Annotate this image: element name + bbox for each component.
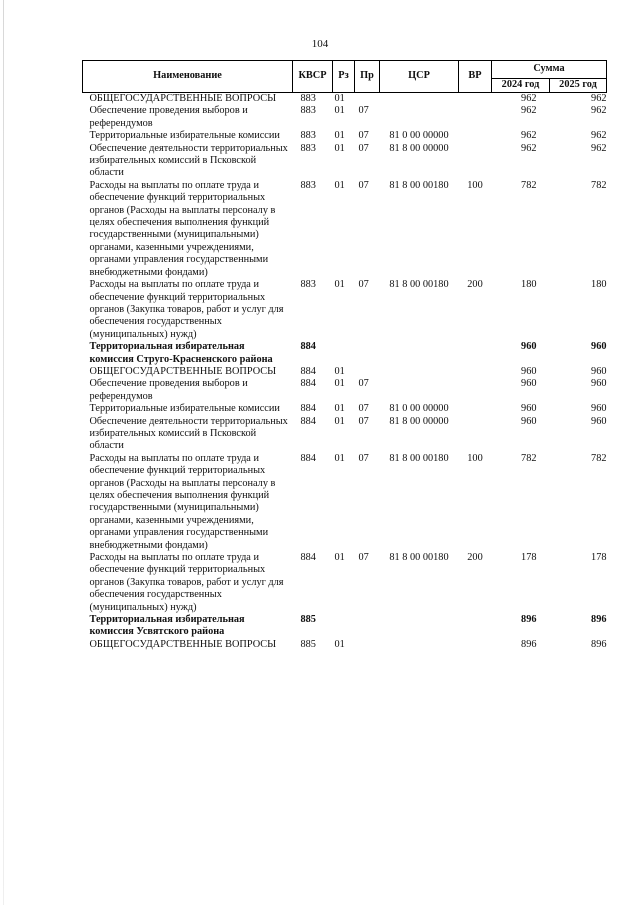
- row-kvsr: 884: [300, 378, 316, 390]
- table-row: [83, 143, 607, 180]
- header-rz: Рз: [333, 61, 355, 93]
- header-kvsr: КВСР: [293, 61, 333, 93]
- row-vr: [459, 105, 492, 130]
- row-csr: [380, 378, 459, 403]
- row-rz: 01: [334, 93, 345, 104]
- budget-table: [82, 60, 607, 651]
- table-row: [83, 416, 607, 453]
- table-row: [83, 180, 607, 279]
- row-vr: [459, 130, 492, 142]
- table-row: [83, 279, 607, 341]
- row-rz: 01: [334, 403, 345, 415]
- row-csr: [380, 366, 459, 378]
- row-kvsr: 885: [300, 638, 316, 650]
- row-pr: [355, 341, 380, 366]
- row-pr: 07: [358, 415, 369, 427]
- row-sum-2024: 960: [521, 378, 537, 390]
- row-sum-2025: 180: [591, 279, 607, 291]
- row-kvsr: 884: [300, 552, 316, 564]
- table-row: [83, 341, 607, 366]
- row-sum-2024: 782: [521, 452, 537, 464]
- header-sum: Сумма: [492, 61, 607, 79]
- row-vr: [459, 143, 492, 180]
- row-sum-2025: 782: [591, 179, 607, 191]
- row-name: ОБЩЕГОСУДАРСТВЕННЫЕ ВОПРОСЫ: [89, 93, 277, 104]
- table-row: [83, 614, 607, 639]
- row-sum-2024: 960: [521, 365, 537, 377]
- row-csr: 81 8 00 00180: [389, 552, 449, 564]
- row-sum-2025: 960: [591, 403, 607, 415]
- row-csr: [380, 105, 459, 130]
- row-pr: 07: [358, 105, 369, 117]
- row-sum-2025: 896: [591, 638, 607, 650]
- row-kvsr: 884: [300, 452, 316, 464]
- row-csr: 81 8 00 00180: [389, 179, 449, 191]
- row-kvsr: 884: [300, 341, 316, 353]
- row-csr: [380, 341, 459, 366]
- row-kvsr: 883: [300, 142, 316, 154]
- row-pr: 07: [358, 142, 369, 154]
- table-row: [83, 552, 607, 614]
- row-name: Территориальные избирательные комиссии: [89, 403, 280, 415]
- row-rz: 01: [334, 638, 345, 650]
- header-year-2024: 2024 год: [492, 79, 550, 93]
- row-pr: 07: [358, 552, 369, 564]
- row-pr: [355, 93, 380, 106]
- row-rz: 01: [334, 378, 345, 390]
- row-sum-2024: 896: [521, 638, 537, 650]
- row-name: ОБЩЕГОСУДАРСТВЕННЫЕ ВОПРОСЫ: [89, 365, 277, 377]
- row-sum-2024: 962: [521, 130, 537, 142]
- row-name: Расходы на выплаты по оплате труда и обеспечение функций территориальных органов (Расходы на выплаты персоналу в целях обеспечения выполнения функций государственными (муниципальными) органами, казенными учреждениями, органами управления государственными внебюджетными фондами): [89, 452, 276, 551]
- table-row: [83, 105, 607, 130]
- row-sum-2024: 896: [521, 614, 537, 626]
- row-csr: [380, 639, 459, 651]
- row-rz: 01: [334, 415, 345, 427]
- row-name: Территориальные избирательные комиссии: [89, 130, 280, 142]
- table-row: [83, 366, 607, 378]
- row-sum-2024: 960: [521, 341, 537, 353]
- row-name: Обеспечение деятельности территориальных избирательных комиссий в Псковской области: [89, 142, 288, 179]
- row-sum-2024: 962: [521, 142, 537, 154]
- row-csr: 81 0 00 00000: [389, 130, 449, 142]
- row-sum-2024: 180: [521, 279, 537, 291]
- scan-edge: [3, 0, 4, 905]
- row-csr: [380, 93, 459, 106]
- row-vr: 200: [467, 552, 483, 564]
- row-vr: [459, 378, 492, 403]
- row-csr: [380, 614, 459, 639]
- row-kvsr: 883: [300, 179, 316, 191]
- row-name: Расходы на выплаты по оплате труда и обеспечение функций территориальных органов (Закупка товаров, работ и услуг для обеспечения государственных (муниципальных) нужд): [89, 552, 284, 613]
- row-vr: [459, 416, 492, 453]
- row-name: Обеспечение деятельности территориальных избирательных комиссий в Псковской области: [89, 415, 288, 452]
- row-vr: [459, 366, 492, 378]
- row-sum-2025: 962: [591, 130, 607, 142]
- row-kvsr: 884: [300, 403, 316, 415]
- row-vr: 100: [467, 452, 483, 464]
- row-csr: 81 8 00 00180: [389, 452, 449, 464]
- row-kvsr: 883: [300, 130, 316, 142]
- row-name: Обеспечение проведения выборов и референдумов: [89, 105, 248, 129]
- table-row: [83, 378, 607, 403]
- row-sum-2025: 178: [591, 552, 607, 564]
- row-sum-2025: 962: [591, 142, 607, 154]
- header-vr: ВР: [459, 61, 492, 93]
- row-sum-2024: 962: [521, 93, 537, 104]
- row-sum-2025: 782: [591, 452, 607, 464]
- row-sum-2025: 960: [591, 378, 607, 390]
- row-rz: 01: [334, 179, 345, 191]
- row-csr: 81 0 00 00000: [389, 403, 449, 415]
- row-sum-2025: 962: [591, 93, 607, 104]
- page-number: 104: [311, 38, 329, 50]
- table-header: [83, 61, 607, 93]
- row-pr: 07: [358, 279, 369, 291]
- row-vr: [459, 403, 492, 415]
- table-row: [83, 639, 607, 651]
- row-rz: [333, 614, 355, 639]
- table-row: [83, 130, 607, 142]
- row-name: ОБЩЕГОСУДАРСТВЕННЫЕ ВОПРОСЫ: [89, 638, 277, 650]
- header-name: Наименование: [83, 61, 293, 93]
- header-pr: Пр: [355, 61, 380, 93]
- row-vr: [459, 341, 492, 366]
- row-name: Территориальная избирательная комиссия Струго-Красненского района: [89, 341, 273, 365]
- table-row: [83, 403, 607, 415]
- row-vr: 100: [467, 179, 483, 191]
- row-kvsr: 883: [300, 105, 316, 117]
- row-kvsr: 884: [300, 415, 316, 427]
- row-rz: 01: [334, 452, 345, 464]
- row-csr: 81 8 00 00000: [389, 415, 449, 427]
- row-sum-2025: 960: [591, 415, 607, 427]
- table-body: [83, 93, 607, 652]
- row-sum-2024: 960: [521, 403, 537, 415]
- row-name: Расходы на выплаты по оплате труда и обеспечение функций территориальных органов (Закупка товаров, работ и услуг для обеспечения государственных (муниципальных) нужд): [89, 279, 284, 340]
- row-pr: [355, 366, 380, 378]
- row-name: Обеспечение проведения выборов и референдумов: [89, 378, 248, 402]
- row-rz: 01: [334, 130, 345, 142]
- row-kvsr: 885: [300, 614, 316, 626]
- row-pr: 07: [358, 378, 369, 390]
- row-kvsr: 884: [300, 365, 316, 377]
- row-rz: 01: [334, 552, 345, 564]
- table-row: [83, 93, 607, 106]
- header-year-2025: 2025 год: [550, 79, 607, 93]
- row-sum-2025: 896: [591, 614, 607, 626]
- row-pr: 07: [358, 179, 369, 191]
- row-pr: [355, 639, 380, 651]
- row-sum-2024: 962: [521, 105, 537, 117]
- row-vr: 200: [467, 279, 483, 291]
- row-sum-2024: 960: [521, 415, 537, 427]
- table-row: [83, 453, 607, 552]
- row-sum-2024: 782: [521, 179, 537, 191]
- row-name: Территориальная избирательная комиссия Усвятского района: [89, 614, 245, 638]
- row-kvsr: 883: [300, 279, 316, 291]
- row-sum-2024: 178: [521, 552, 537, 564]
- header-csr: ЦСР: [380, 61, 459, 93]
- row-kvsr: 883: [300, 93, 316, 104]
- row-pr: [355, 614, 380, 639]
- row-sum-2025: 960: [591, 365, 607, 377]
- row-sum-2025: 962: [591, 105, 607, 117]
- row-vr: [459, 639, 492, 651]
- row-rz: 01: [334, 105, 345, 117]
- row-rz: 01: [334, 365, 345, 377]
- row-vr: [459, 614, 492, 639]
- row-pr: 07: [358, 130, 369, 142]
- row-vr: [459, 93, 492, 106]
- row-csr: 81 8 00 00180: [389, 279, 449, 291]
- row-rz: [333, 341, 355, 366]
- row-pr: 07: [358, 452, 369, 464]
- row-pr: 07: [358, 403, 369, 415]
- row-rz: 01: [334, 279, 345, 291]
- row-sum-2025: 960: [591, 341, 607, 353]
- row-name: Расходы на выплаты по оплате труда и обеспечение функций территориальных органов (Расходы на выплаты персоналу в целях обеспечения выполнения функций государственными (муниципальными) органами, казенными учреждениями, органами управления государственными внебюджетными фондами): [89, 179, 276, 278]
- row-csr: 81 8 00 00000: [389, 142, 449, 154]
- row-rz: 01: [334, 142, 345, 154]
